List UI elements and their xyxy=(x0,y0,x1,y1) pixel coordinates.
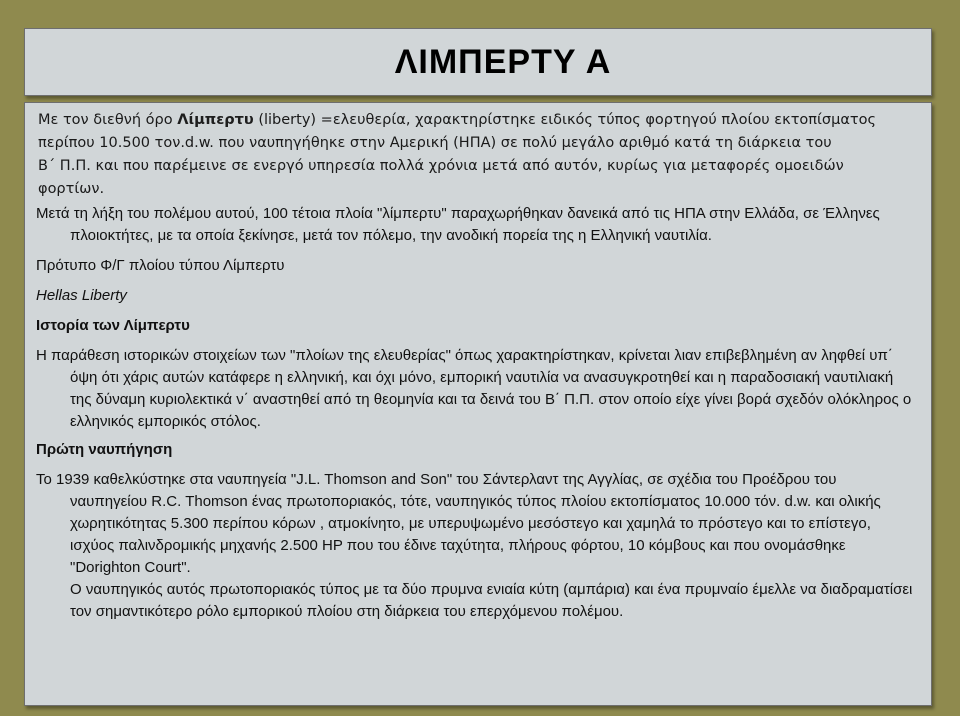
intro-prefix: Με τον διεθνή όρο xyxy=(38,112,178,128)
intro-line-2: περίπου 10.500 τον.d.w. που ναυπηγήθηκε στην Αμερική (ΗΠΑ) σε πολύ μεγάλο αριθμό κατά τη διάρκεια του xyxy=(38,135,832,151)
postwar-paragraph: Μετά τη λήξη του πολέμου αυτού, 100 τέτοια πλοία "λίμπερτυ" παραχωρήθηκαν δανεικά από τις ΗΠΑ στην Ελλάδα, σε Έλληνες πλοιοκτήτες, με τα οποία ξεκίνησε, μετά τον πόλεμο, την ανοδική πορεία της η Ελληνική ναυτιλία. xyxy=(36,205,880,244)
history-paragraph: Η παράθεση ιστορικών στοιχείων των "πλοίων της ελευθερίας" όπως χαρακτηρίστηκαν, κρίνεται λιαν επιβεβλημένη αν ληφθεί υπ΄ όψη ότι χάρις αυτών κατάφερε η ελληνική, και όχι μόνο, εμπορική ναυτιλία να ανασυγκροτηθεί και η παραδοσιακή ναυτιλιακή της δύναμη κυριολεκτικά ν΄ αναστηθεί από τη θεομηνία και τα δεινά του Β΄ Π.Π. στον οποίο είχε γίνει βορά σχεδόν ολόκληρος ο ελληνικός εμπορικός στόλος. xyxy=(36,347,912,430)
ship-type-paragraph: Ο ναυπηγικός αυτός πρωτοποριακός τύπος με τα δύο πρυμνα ενιαία κύτη (αμπάρια) και ένα πρυμναίο έμελλε να διαδραματίσει τον σημαντικότερο ρόλο εμπορικού πλοίου στη διάρκεια του επερχόμενου πολέμου. xyxy=(70,581,913,620)
content-box xyxy=(24,102,932,706)
main-text xyxy=(36,203,916,623)
intro-line-3: Β΄ Π.Π. και που παρέμεινε σε ενεργό υπηρεσία πολλά χρόνια μετά από αυτόν, κυρίως για μεταφορές ομοειδών xyxy=(38,158,844,174)
slide-title: ΛΙΜΠΕΡΤΥ Α xyxy=(394,42,612,81)
prototype-line: Πρότυπο Φ/Γ πλοίου τύπου Λίμπερτυ xyxy=(36,257,285,274)
hellas-liberty-line: Hellas Liberty xyxy=(36,287,127,304)
history-heading: Ιστορία των Λίμπερτυ xyxy=(36,317,190,334)
intro-line-4: φορτίων. xyxy=(38,181,105,197)
paragraph-1939: Το 1939 καθελκύστηκε στα ναυπηγεία "J.L. Thomson and Son" του Σάντερλαντ της Αγγλίας, σε σχέδια του Προέδρου του ναυπηγείου R.C. Thomson ένας πρωτοποριακός, τότε, ναυπηγικός τύπος πλοίου εκτοπίσματος 10.000 τόν. d.w. και ολικής χωρητικότητας 5.300 περίπου κόρων , ατμοκίνητο, με υπερυψωμένο μεσόστεγο και χαμηλά το πρόστεγο και το επίστεγο, ισχύος παλινδρομικής μηχανής 2.500 HP που του έδινε ταχύτητα, πλήρους φόρτου, 10 κόμβους και που ονομάσθηκε "Dorighton Court". xyxy=(36,471,881,576)
first-build-heading: Πρώτη ναυπήγηση xyxy=(36,441,173,458)
title-box xyxy=(24,28,932,96)
intro-term: Λίμπερτυ xyxy=(177,112,254,128)
intro-paragraph xyxy=(38,109,908,201)
intro-rest: (liberty) =ελευθερία, χαρακτηρίστηκε ειδικός τύπος φορτηγού πλοίου εκτοπίσματος xyxy=(253,112,877,128)
